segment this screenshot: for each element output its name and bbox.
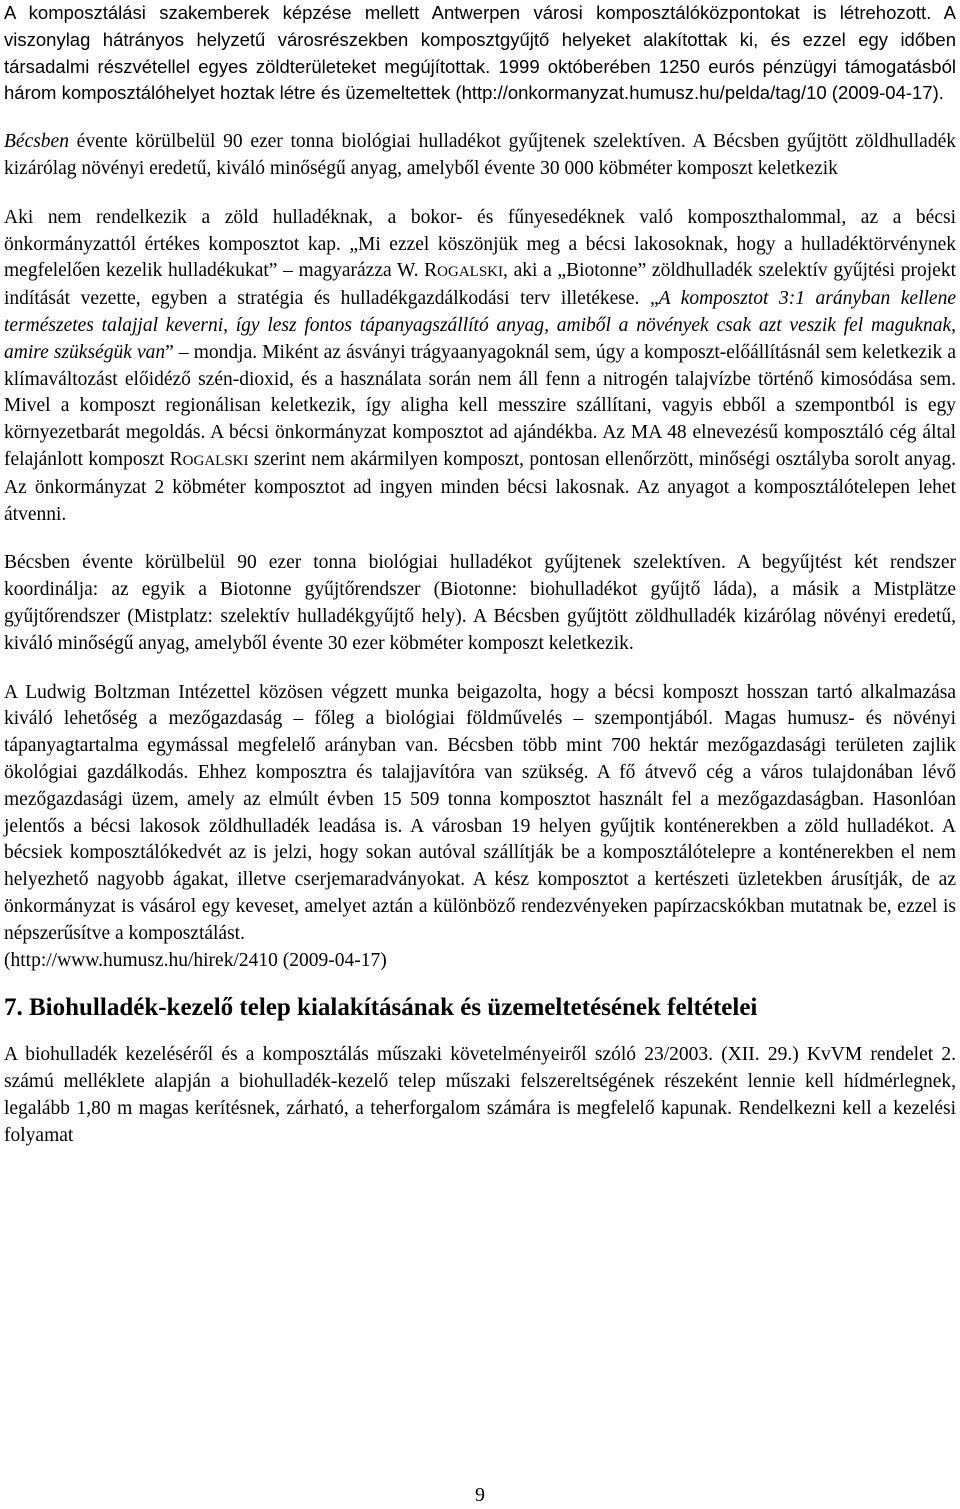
paragraph-becs-intro [4,129,956,183]
paragraph-text: évente körülbelül 90 ezer tonna biológiai hulladékot gyűjtenek szelektíven. A Bécsben gyűjtött zöldhulladék kizárólag növényi eredetű, kiváló minőségű anyag, amelyből évente 30 000 köbméter komposzt keletkezik [4,131,956,179]
paragraph-collection-systems: Bécsben évente körülbelül 90 ezer tonna biológiai hulladékot gyűjtenek szelektíven. A begyűjtést két rendszer koordinálja: az egyik a Biotonne gyűjtőrendszer (Biotonne: biohulladékot gyűjtő láda), a másik a Mistplätze gyűjtőrendszer (Mistplatz: szelektív hulladékgyűjtő hely). A Bécsben gyűjtött zöldhulladék kizárólag növényi eredetű, kiváló minőségű anyag, amelyből évente 30 ezer köbméter komposzt keletkezik. [4,552,956,654]
source-citation: (http://www.humusz.hu/hirek/2410 (2009-04-17) [4,949,387,971]
page-number: 9 [475,1484,485,1506]
italic-quote: A komposztot 3:1 arányban kellene természetes talajjal keverni, így lesz fontos tápanyagszállító anyag, amiből a növények csak azt veszik fel maguknak, amire szükségük van [4,288,956,363]
paragraph-text: ” – mondja. Miként az ásványi trágyaanyagoknál sem, úgy a komposzt-előállításnál sem keletkezik a klímaváltozást előidéző szén-dioxid, és a használata során nem áll fenn a nitrogén talajvízbe történő kimosódása sem. Mivel a komposzt regionálisan keletkezik, így aligha kell messzire szállítani, vagyis ebből a szempontból is egy környezetbarát megoldás. A bécsi önkormányzat komposztot ad ajándékba. Az MA 48 elnevezésű komposztáló cég által felajánlott komposzt R [4,341,957,470]
paragraph-text: , aki a „Biotonne” zöldhulladék szelektív gyűjtési projekt indítását vezette, egyben a stratégia és hulladékgazdálkodási terv illetékese. „ [4,260,957,310]
paragraph-rogalski [4,205,956,529]
paragraph-antwerpen: A komposztálási szakemberek képzése mellett Antwerpen városi komposztálóközpontokat is létrehozott. A viszonylag hátrányos helyzetű városrészekben komposztgyűjtő helyeket alakítottak ki, és ezzel egy időben társadalmi részvétellel egyes zöldterületeket megújítottak. 1999 októberében 1250 eurós pénzügyi támogatásból három komposztálóhelyet hoztak létre és üzemeltettek (http://onkormanyzat.humusz.hu/pelda/tag/10 (2009-04-17). [4,2,956,104]
paragraph-boltzman: A Ludwig Boltzman Intézettel közösen végzett munka beigazolta, hogy a bécsi komposzt hosszan tartó alkalmazása kiváló lehetőség a mezőgazdaság – főleg a biológiai földművelés – szempontjából. Magas humusz- és növényi tápanyagtartalma egymással megfelelő arányban van. Bécsben több mint 700 hektár mezőgazdasági területen zajlik ökológiai gazdálkodás. Ehhez komposztra és talajjavítóra van szükség. A fő átvevő cég a város tulajdonában lévő mezőgazdasági üzem, amely az elmúlt évben 15 509 tonna komposztot használt fel a mezőgazdaságban. Hasonlóan jelentős a bécsi lakosok zöldhulladék leadása is. A városban 19 helyen gyűjtik konténerekben a zöld hulladékot. A bécsiek komposztálókedvét az is jelzi, hogy sokan autóval szállítják be a komposztálótelepre a konténerekben el nem helyezhető nagyobb ágakat, illetve cserjemaradványokat. A kész komposztot a kertészeti üzletekben árusítják, de az önkormányzat is vásárol egy keveset, amelyet aztán a különböző rendezvényeken papírzacskókban mutatnak be, ezzel is népszerűsítve a komposztálást. [4,681,956,944]
small-caps-name: OGALSKI [437,264,504,281]
paragraph-text: Aki nem rendelkezik a zöld hulladéknak, a bokor- és fűnyesedéknek való komposzthalommal, az a bécsi önkormányzattól értékes komposztot kap. „Mi ezzel köszönjük meg a bécsi lakosoknak, hogy a hulladéktörvénynek megfelelően kezelik hulladékukat” – magyarázza W. R [4,206,956,282]
italic-lead: Bécsben [4,131,69,153]
paragraph-regulation: A biohulladék kezeléséről és a komposztálás műszaki követelményeiről szóló 23/2003. (XII. 29.) KvVM rendelet 2. számú melléklete alapján a biohulladék-kezelő telep műszaki felszereltségének részeként lennie kell hídmérlegnek, legalább 1,80 m magas kerítésnek, zárható, a teherforgalom számára is megfelelő kapunak. Rendelkezni kell a kezelési folyamat [4,1044,956,1146]
section-heading: 7. Biohulladék-kezelő telep kialakításának és üzemeltetésének feltételei [4,994,758,1022]
small-caps-name: OGALSKI [182,452,249,469]
paragraph-text: szerint nem akármilyen komposzt, pontosan ellenőrzött, minőségi osztályba sorolt anyag. Az önkormányzat 2 köbméter komposztot ad ingyen minden bécsi lakosnak. Az anyagot a komposztálótelepen lehet átvenni. [4,448,956,525]
